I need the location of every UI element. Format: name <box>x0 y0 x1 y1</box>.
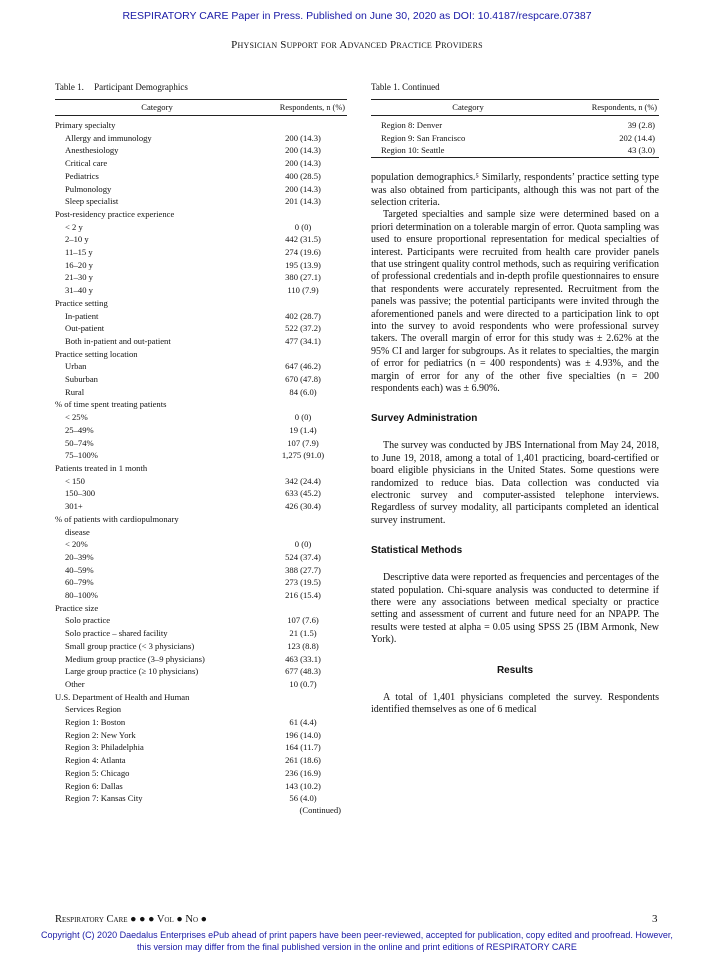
row-respondents: 261 (18.6) <box>285 755 321 766</box>
table-row <box>55 398 347 411</box>
row-category: Other <box>65 678 85 689</box>
table-row <box>55 576 347 589</box>
row-respondents: 201 (14.3) <box>285 196 321 207</box>
row-respondents: 442 (31.5) <box>285 234 321 245</box>
heading-statistical-methods: Statistical Methods <box>371 545 463 557</box>
table-row <box>371 144 659 157</box>
row-category: Critical care <box>65 158 108 169</box>
row-respondents: 195 (13.9) <box>285 259 321 270</box>
row-category: Both in-patient and out-patient <box>65 335 171 346</box>
row-category: U.S. Department of Health and Human <box>55 691 190 702</box>
row-respondents: 200 (14.3) <box>285 183 321 194</box>
table-row <box>55 780 347 793</box>
row-respondents: 110 (7.9) <box>287 285 319 296</box>
row-respondents: 123 (8.8) <box>287 640 319 651</box>
row-respondents: 477 (34.1) <box>285 335 321 346</box>
row-category: Region 9: San Francisco <box>381 132 466 143</box>
row-category: 80–100% <box>65 590 98 601</box>
row-category: 301+ <box>65 501 83 512</box>
right-column <box>371 82 659 717</box>
table-row <box>371 116 659 132</box>
row-category: Anesthesiology <box>65 145 119 156</box>
paragraph-statistics: Descriptive data were reported as frequencies and percentages of the stated population. Chi-square analysis was conducted to determine if there were any associations between medical specialty or practice setting and assessment of current and future need for an NPAPP. The results were tested at alpha = 0.05 using SPSS 25 (IBM Armonk, New York). <box>371 572 659 646</box>
row-category: % of patients with cardiopulmonary <box>55 513 179 524</box>
heading-results: Results <box>496 664 534 676</box>
row-respondents: 1,275 (91.0) <box>281 450 325 461</box>
row-respondents: 0 (0) <box>294 412 312 423</box>
row-respondents: 196 (14.0) <box>285 729 321 740</box>
row-respondents: 342 (24.4) <box>285 475 321 486</box>
row-category: < 150 <box>65 475 85 486</box>
row-respondents: 388 (27.7) <box>285 564 321 575</box>
row-respondents <box>259 462 347 475</box>
row-category: Region 6: Dallas <box>65 780 123 791</box>
row-respondents: 524 (37.4) <box>285 551 321 562</box>
table-row <box>55 462 347 475</box>
epub-banner: RESPIRATORY CARE Paper in Press. Published on June 30, 2020 as DOI: 10.4187/respcare.07387 <box>122 10 592 22</box>
row-respondents: 670 (47.8) <box>285 374 321 385</box>
row-respondents: 647 (46.2) <box>285 361 321 372</box>
row-category: Solo practice <box>65 615 111 626</box>
row-respondents <box>259 348 347 361</box>
row-respondents: 677 (48.3) <box>285 666 321 677</box>
row-respondents: 400 (28.5) <box>285 170 321 181</box>
row-category: Services Region <box>65 704 122 715</box>
row-respondents: 10 (0.7) <box>289 678 317 689</box>
row-category: 2–10 y <box>65 234 89 245</box>
row-respondents <box>259 703 347 716</box>
row-respondents <box>259 526 347 539</box>
row-respondents: 39 (2.8) <box>627 120 655 130</box>
table1-body <box>55 116 347 805</box>
table1-continued-note: (Continued) <box>299 804 341 815</box>
row-category: Medium group practice (3–9 physicians) <box>65 653 205 664</box>
row-category: In-patient <box>65 310 99 321</box>
table-row <box>55 246 347 259</box>
row-respondents: 19 (1.4) <box>289 424 317 435</box>
row-respondents: 426 (30.4) <box>285 501 321 512</box>
table-row <box>55 716 347 729</box>
row-respondents: 200 (14.3) <box>285 132 321 143</box>
table-row <box>55 373 347 386</box>
row-respondents <box>259 513 347 526</box>
table-row <box>55 475 347 488</box>
row-respondents <box>259 116 347 132</box>
row-respondents <box>259 208 347 221</box>
table-row <box>55 437 347 450</box>
table-row <box>55 144 347 157</box>
table-row <box>55 208 347 221</box>
table-row <box>55 424 347 437</box>
row-category: < 20% <box>65 539 88 550</box>
row-category: < 25% <box>65 412 88 423</box>
row-respondents: 202 (14.4) <box>619 132 655 143</box>
table-row <box>55 602 347 615</box>
table-row <box>55 665 347 678</box>
table-row <box>55 564 347 577</box>
table-row <box>55 386 347 399</box>
table-row <box>55 322 347 335</box>
table1-block <box>55 82 347 815</box>
table-row <box>55 640 347 653</box>
heading-survey-administration: Survey Administration <box>371 413 478 425</box>
row-respondents: 56 (4.0) <box>289 793 317 804</box>
row-category: Pulmonology <box>65 183 112 194</box>
table-row <box>55 526 347 539</box>
row-respondents: 107 (7.6) <box>287 615 319 626</box>
table-row <box>55 792 347 805</box>
table-row <box>55 310 347 323</box>
table1-continued <box>371 99 659 158</box>
row-respondents: 200 (14.3) <box>285 145 321 156</box>
paragraph-survey: The survey was conducted by JBS International from May 24, 2018, to June 19, 2018, among a total of 1,401 practicing, board-certified or board eligible physicians in the United States. Some questions were randomized to reduce bias. Data collection was conducted via electronic survey and computer-assisted telephone interviews. Regardless of survey modality, all participants completed an identical survey instrument. <box>371 440 659 526</box>
row-category: Region 7: Kansas City <box>65 793 143 804</box>
row-respondents: 143 (10.2) <box>285 780 321 791</box>
table-row <box>55 348 347 361</box>
row-respondents <box>259 691 347 704</box>
row-category: 20–39% <box>65 551 94 562</box>
table-row <box>55 183 347 196</box>
table-row <box>55 157 347 170</box>
table1-caption <box>55 82 347 92</box>
row-respondents: 43 (3.0) <box>627 145 655 156</box>
row-category: Region 10: Seattle <box>381 145 445 156</box>
row-category: Solo practice – shared facility <box>65 628 168 639</box>
row-category: Patients treated in 1 month <box>55 462 148 473</box>
row-category: Practice setting location <box>55 348 138 359</box>
table1-cont-caption: Table 1. Continued <box>371 82 440 92</box>
row-category: 31–40 y <box>65 285 93 296</box>
row-category: Urban <box>65 361 87 372</box>
row-respondents: 84 (6.0) <box>289 386 317 397</box>
footer-journal: Respiratory Care ● ● ● Vol ● No ● <box>55 914 207 925</box>
table-row <box>55 116 347 132</box>
row-respondents: 0 (0) <box>294 221 312 232</box>
table-row <box>55 449 347 462</box>
row-category: Practice size <box>55 602 99 613</box>
table-row <box>55 538 347 551</box>
table-row <box>55 741 347 754</box>
table-row <box>55 653 347 666</box>
table-row <box>55 551 347 564</box>
row-respondents: 522 (37.2) <box>285 323 321 334</box>
row-category: 16–20 y <box>65 259 93 270</box>
row-category: 60–79% <box>65 577 94 588</box>
table-row <box>55 360 347 373</box>
row-category: Pediatrics <box>65 170 99 181</box>
page-number: 3 <box>652 913 658 925</box>
row-category: Small group practice (< 3 physicians) <box>65 640 195 651</box>
row-category: Region 1: Boston <box>65 717 126 728</box>
table-row <box>55 703 347 716</box>
table-row <box>55 271 347 284</box>
row-category: Region 4: Atlanta <box>65 755 126 766</box>
table-row <box>55 627 347 640</box>
row-category: Out-patient <box>65 323 105 334</box>
table-row <box>55 259 347 272</box>
row-category: 75–100% <box>65 450 98 461</box>
row-respondents: 0 (0) <box>294 539 312 550</box>
row-category: 50–74% <box>65 437 94 448</box>
row-category: Region 5: Chicago <box>65 767 130 778</box>
row-category: % of time spent treating patients <box>55 399 167 410</box>
row-respondents <box>259 297 347 310</box>
row-respondents <box>259 398 347 411</box>
table-row <box>55 500 347 513</box>
table-row <box>55 170 347 183</box>
row-respondents: 200 (14.3) <box>285 158 321 169</box>
table1-cont-header-respondents: Respondents, n (%) <box>565 100 659 116</box>
paragraph-sampling: Targeted specialties and sample size were determined based on a priori determination on a tolerable margin of error. Quota sampling was used to ensure proportional representation for medical specialties of interest. Participants were recruited from health care provider panels that use stringent quality control methods, such as requiring verification of professional credentials and in-depth profile questionnaires to ensure that respondents were accurately represented. Recruitment from the panels was passive; the potential participants were invited through the aforementioned panels and were directed to a participation link to opt into the survey to avoid respondents who were professional survey takers. The overall margin of error for this study was ± 2.62% at the 95% CI and larger for subgroups. As it relates to specialties, the margin of error for pediatrics (n = 400 respondents) was ± 4.93%, and the margin of error for any of the other five specialties (n = 200 respondents each) was ± 6.90%. <box>371 209 659 395</box>
row-category: Region 3: Philadelphia <box>65 742 144 753</box>
table-row <box>55 221 347 234</box>
row-respondents: 463 (33.1) <box>285 653 321 664</box>
table-row <box>55 754 347 767</box>
table-row <box>55 678 347 691</box>
table1-title: Participant Demographics <box>94 82 188 92</box>
row-respondents: 164 (11.7) <box>285 742 321 753</box>
row-respondents: 21 (1.5) <box>289 628 317 639</box>
row-category: Practice setting <box>55 297 108 308</box>
table1-label: Table 1. <box>55 82 84 92</box>
row-category: Region 2: New York <box>65 729 136 740</box>
table-row <box>55 132 347 145</box>
table-row <box>55 614 347 627</box>
table-row <box>371 132 659 145</box>
row-respondents: 236 (16.9) <box>285 767 321 778</box>
row-respondents: 107 (7.9) <box>287 437 319 448</box>
row-category: Allergy and immunology <box>65 132 152 143</box>
table1-header-respondents: Respondents, n (%) <box>259 100 347 116</box>
row-category: disease <box>65 526 90 537</box>
row-category: Sleep specialist <box>65 196 119 207</box>
row-respondents: 274 (19.6) <box>285 247 321 258</box>
row-category: Large group practice (≥ 10 physicians) <box>65 666 199 677</box>
table-row <box>55 589 347 602</box>
table1-cont-header-category: Category <box>371 100 565 116</box>
table1 <box>55 99 347 805</box>
table-row <box>55 284 347 297</box>
row-category: 25–49% <box>65 424 94 435</box>
table-row <box>55 411 347 424</box>
row-category: 40–59% <box>65 564 94 575</box>
paragraph-population: population demographics.⁵ Similarly, respondents’ practice setting type was also obtained from participants, although this was not part of the selection criteria. <box>371 172 659 208</box>
running-title: Physician Support for Advanced Practice Providers <box>231 39 483 51</box>
table1-header-category: Category <box>55 100 259 116</box>
row-category: 11–15 y <box>65 247 93 258</box>
table-row <box>55 487 347 500</box>
row-respondents: 380 (27.1) <box>285 272 321 283</box>
row-respondents: 633 (45.2) <box>285 488 321 499</box>
table1-cont-body <box>371 116 659 158</box>
table-row <box>55 195 347 208</box>
row-respondents: 273 (19.5) <box>285 577 321 588</box>
table-row <box>55 335 347 348</box>
table-row <box>55 691 347 704</box>
row-respondents: 216 (15.4) <box>285 590 321 601</box>
row-category: Rural <box>65 386 85 397</box>
table-row <box>55 767 347 780</box>
row-category: Primary specialty <box>55 120 116 130</box>
row-respondents: 61 (4.4) <box>289 717 317 728</box>
paragraph-results: A total of 1,401 physicians completed the survey. Respondents identified themselves as one of 6 medical <box>371 691 659 716</box>
table-row <box>55 233 347 246</box>
row-respondents <box>259 602 347 615</box>
copyright-notice: Copyright (C) 2020 Daedalus Enterprises ePub ahead of print papers have been peer-reviewed, accepted for publication, copy edited and proofread. However, this version may differ from the final published version in the online and print editions of RESPIRATORY CARE <box>41 930 673 952</box>
row-category: < 2 y <box>65 221 83 232</box>
row-category: Region 8: Denver <box>381 120 443 130</box>
row-category: Suburban <box>65 374 98 385</box>
row-category: Post-residency practice experience <box>55 208 175 219</box>
row-category: 21–30 y <box>65 272 93 283</box>
row-category: 150–300 <box>65 488 96 499</box>
table-row <box>55 297 347 310</box>
row-respondents: 402 (28.7) <box>285 310 321 321</box>
table-row <box>55 729 347 742</box>
table-row <box>55 513 347 526</box>
